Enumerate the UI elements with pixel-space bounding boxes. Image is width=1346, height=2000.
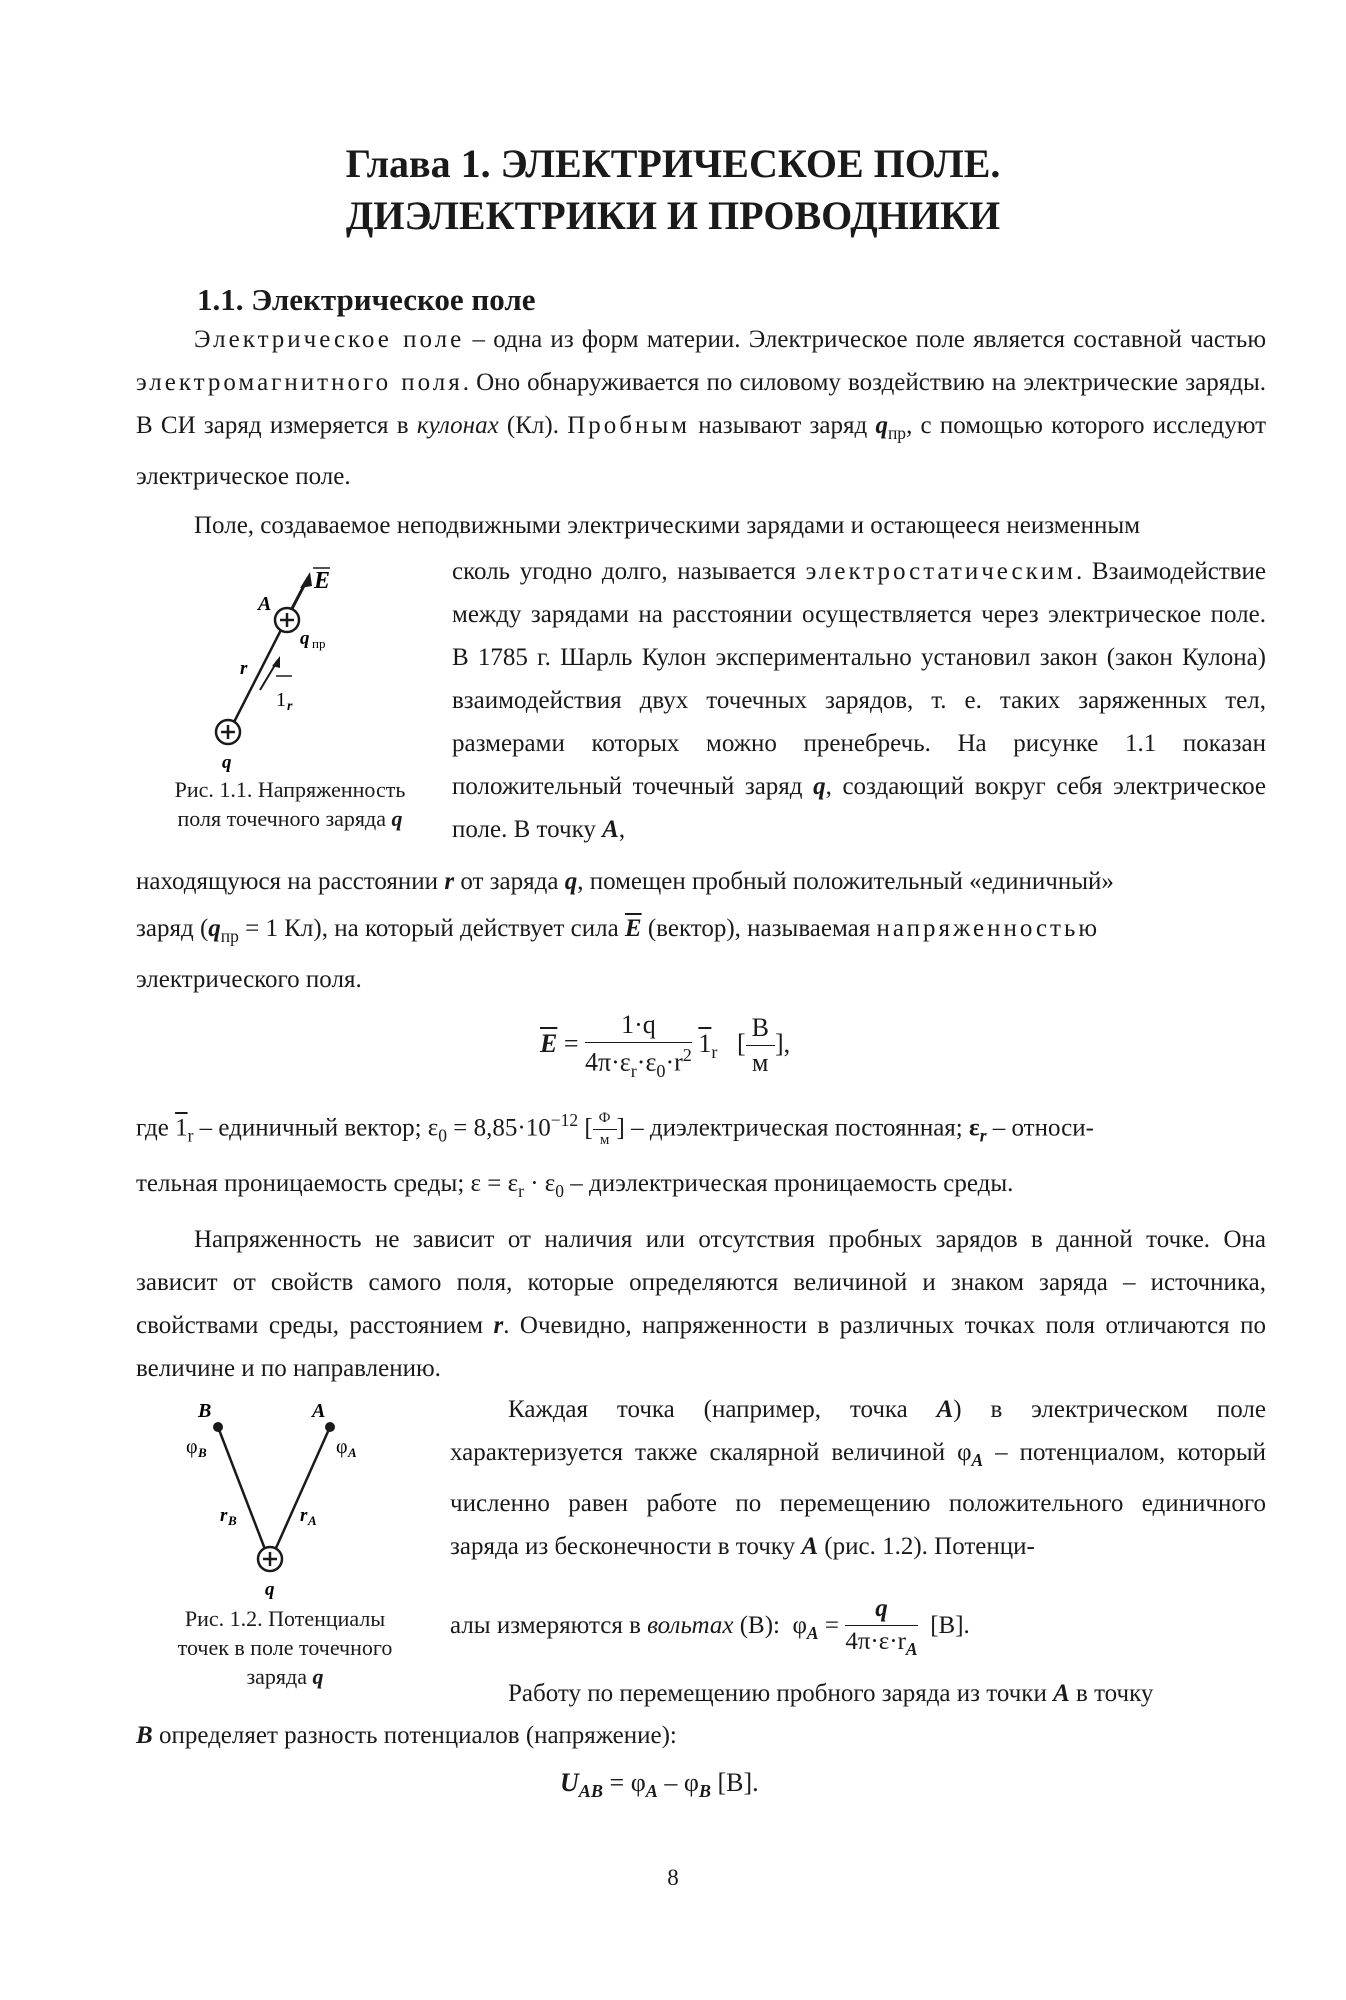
paragraph-4-potential-line: алы измеряются в вольтах (В): $\varphi_A$ = $\frac{q}{4\pi\cdot\varepsilon\cdot r_A}$ [В]. xyxy=(450,1595,970,1659)
term-probe: Пробным xyxy=(567,412,691,439)
point-a-dot xyxy=(325,1422,335,1432)
term-em-field: электромагнитного поля xyxy=(136,369,463,396)
figure-1-1-caption: Рис. 1.1. Напряженность поля точечного заряда q xyxy=(174,777,406,831)
e-vector-arrowhead xyxy=(300,572,312,588)
distance-line-ra xyxy=(272,1427,330,1557)
paragraph-2-line-cont: находящуюся на расстоянии r от заряда q, помещен пробный положительный «единичный» xyxy=(136,868,1114,895)
formula-voltage: $U_{AB} = \varphi_A - \varphi_B$ [В]. xyxy=(560,1768,759,1802)
paragraph-4-column: Каждая точка (например, точка A) в электрическом поле характеризуется также скалярной величиной $\varphi_A$ – потенциалом, который численно равен работе по перемещению положительного единичного заряда из бесконечности в точку A (рис. 1.2). Потенци- xyxy=(450,1396,1266,1560)
label-e: E xyxy=(314,568,331,594)
paragraph-2-line-3: заряд ($q_{пр} = 1$ Кл), на который действует сила $\overline{E}$ (вектор), называемая напряженностью xyxy=(136,915,1101,946)
svg-text:B: B xyxy=(228,1513,237,1528)
svg-text:A: A xyxy=(348,1445,357,1460)
where-line-2: тельная проницаемость среды; $\varepsilon = \varepsilon_r \cdot \varepsilon_0$ – диэлектрическая проницаемость среды. xyxy=(136,1170,1014,1201)
paragraph-1: Электрическое поле – одна из форм материи. Электрическое поле является составной частью электромагнитного поля. Оно обнаруживается по силовому воздействию на электрические заряды. В СИ заряд измеряется в кулонах (Кл). Пробным называют заряд $q_{пр}$, с помощью которого исследуют электрическое поле. xyxy=(136,326,1267,490)
chapter-title xyxy=(0,138,1346,242)
formula-field-intensity: $\overline{E}$ = $\frac{1\cdot q}{4\pi\cdot\varepsilon_r\cdot\varepsilon_0\cdot r^2}$ $1_r$ [ $\frac{В}{м}$ ], xyxy=(540,1010,791,1081)
chapter-title-line2: ДИЭЛЕКТРИКИ И ПРОВОДНИКИ xyxy=(345,193,1001,238)
paragraph-5-line-1: Работу по перемещению пробного заряда из точки A в точку xyxy=(508,1680,1154,1707)
label-phi-b: φ xyxy=(186,1436,198,1458)
label-b: B xyxy=(198,1400,212,1422)
label-rb: r xyxy=(220,1505,228,1526)
svg-text:B: B xyxy=(198,1445,207,1460)
paragraph-5-line-2: B определяет разность потенциалов (напряжение): xyxy=(136,1722,677,1749)
term-electric-field: Электрическое поле xyxy=(194,326,465,353)
page-number: 8 xyxy=(667,1865,679,1890)
label-a: A xyxy=(258,593,272,615)
label-unit-vector: 1 xyxy=(276,689,286,711)
svg-text:r: r xyxy=(287,699,293,714)
paragraph-2-first-line: Поле, создаваемое неподвижными электрическими зарядами и остающееся неизменным xyxy=(194,512,1141,539)
label-q: q xyxy=(265,1579,275,1600)
figure-1-2 xyxy=(180,1400,420,1605)
term-coulombs: кулонах xyxy=(416,412,499,439)
label-phi-a: φ xyxy=(336,1436,348,1458)
paragraph-2-column: сколь угодно долго, называется электростатическим. Взаимодействие между зарядами на расстоянии осуществляется через электрическое поле. В 1785 г. Шарль Кулон экспериментально установил закон (закон Кулона) взаимодействия двух точечных зарядов, т. е. таких заряженных тел, размерами которых можно пренебречь. На рисунке 1.1 показан положительный точечный заряд q, создающий вокруг себя электрическое поле. В точку A, xyxy=(452,558,1266,843)
term-electrostatic: электростатическим xyxy=(805,558,1076,585)
chapter-title-line1: Глава 1. ЭЛЕКТРИЧЕСКОЕ ПОЛЕ. xyxy=(345,141,1001,186)
charge-a-plus-icon xyxy=(275,608,299,632)
paragraph-3: Напряженность не зависит от наличия или отсутствия пробных зарядов в данной точке. Она зависит от свойств самого поля, которые определяются величиной и знаком заряда – источника, свойствами среды, расстоянием r. Очевидно, напряженности в различных точках поля отличаются по величине и по направлению. xyxy=(136,1226,1266,1382)
label-r: r xyxy=(240,658,248,679)
label-q: q xyxy=(222,752,232,773)
label-a: A xyxy=(312,1400,326,1422)
where-line-1: где $1_r$ – единичный вектор; $\varepsilon_0 = 8,85\cdot 10^{-12}$ [ $\frac{Ф}{м}$ ] – диэлектрическая постоянная; $\varepsilon_r$ – относи- xyxy=(136,1110,1094,1149)
charge-q-plus-icon xyxy=(216,720,240,744)
section-title: 1.1. Электрическое поле xyxy=(197,282,536,317)
term-intensity: напряженностью xyxy=(876,915,1101,942)
label-qpr: q xyxy=(300,628,310,649)
distance-line-rb xyxy=(218,1427,268,1557)
figure-1-2-caption: Рис. 1.2. Потенциалы точек в поле точечного заряда q xyxy=(177,1606,393,1689)
figure-1-1 xyxy=(200,560,430,780)
svg-text:A: A xyxy=(308,1513,317,1528)
paragraph-2-line-4: электрического поля. xyxy=(136,966,362,993)
charge-q-plus-icon xyxy=(258,1547,282,1571)
label-ra: r xyxy=(300,1505,308,1526)
point-b-dot xyxy=(213,1422,223,1432)
svg-text:пр: пр xyxy=(312,636,326,651)
